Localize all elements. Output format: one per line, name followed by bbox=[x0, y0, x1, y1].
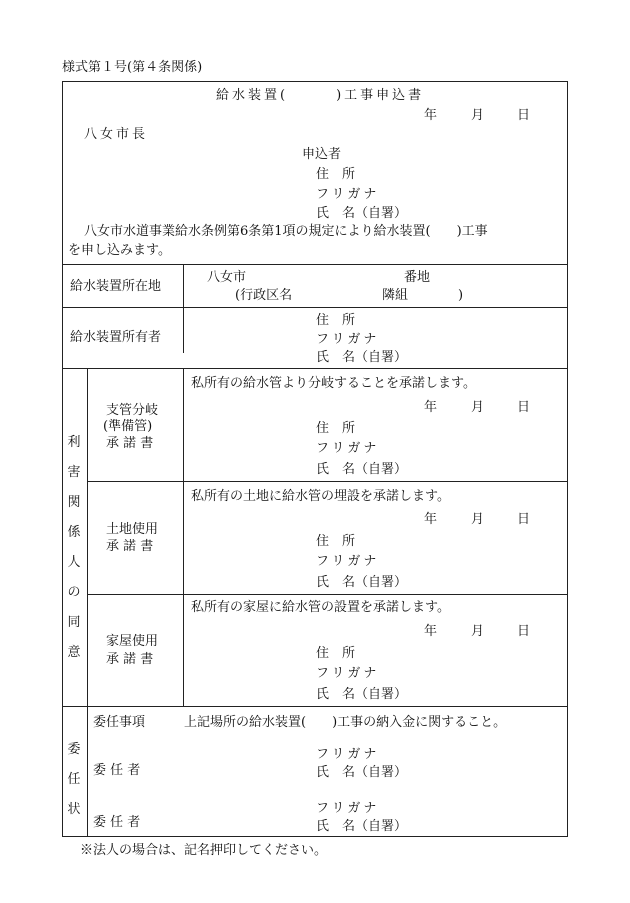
applicant-address-label: 住 所 bbox=[316, 167, 356, 182]
statement-line2: を申し込みます。 bbox=[68, 243, 171, 258]
consent-1-label-line1: 支管分岐 bbox=[106, 403, 159, 418]
consent-2-label-line1: 土地使用 bbox=[106, 522, 159, 537]
date-month: 月 bbox=[471, 108, 485, 123]
consent-1-label-line2: (準備管) bbox=[103, 419, 153, 434]
consent-2-day: 日 bbox=[517, 512, 531, 527]
owner-name-label: 氏 名（自署） bbox=[316, 350, 408, 365]
addressee: 八女市長 bbox=[84, 127, 149, 142]
consent-3-furigana-label: フリガナ bbox=[316, 666, 380, 681]
consent-3-address-label: 住 所 bbox=[316, 646, 356, 661]
divider bbox=[87, 594, 568, 595]
applicant-name-label: 氏 名（自署） bbox=[316, 206, 408, 221]
location-city: 八女市 bbox=[207, 270, 247, 285]
owner-furigana-label: フリガナ bbox=[316, 332, 380, 347]
divider bbox=[62, 706, 568, 707]
owner-address-label: 住 所 bbox=[316, 313, 356, 328]
location-label: 給水装置所在地 bbox=[70, 279, 162, 294]
divider bbox=[62, 307, 568, 308]
delegate-1-name-label: 氏 名（自署） bbox=[316, 765, 408, 780]
delegation-matter-label: 委任事項 bbox=[93, 715, 146, 730]
divider bbox=[87, 481, 568, 482]
consent-1-label-line3: 承 諾 書 bbox=[106, 436, 154, 451]
delegate-2-label: 委 任 者 bbox=[93, 815, 141, 830]
divider bbox=[183, 264, 184, 353]
consent-3-label-line2: 承 諾 書 bbox=[106, 652, 154, 667]
consent-2-label-line2: 承 諾 書 bbox=[106, 539, 154, 554]
delegate-2-name-label: 氏 名（自署） bbox=[316, 819, 408, 834]
location-tonarigumi: 隣組 bbox=[382, 288, 409, 303]
divider bbox=[62, 368, 568, 369]
consent-section-label: 利害関係人の同意 bbox=[67, 435, 81, 660]
divider bbox=[87, 706, 88, 837]
consent-3-year: 年 bbox=[424, 624, 438, 639]
owner-label: 給水装置所有者 bbox=[70, 330, 162, 345]
delegation-label: 委任状 bbox=[67, 742, 81, 817]
consent-2-furigana-label: フリガナ bbox=[316, 554, 380, 569]
delegate-2-furigana-label: フリガナ bbox=[316, 801, 380, 816]
date-year: 年 bbox=[424, 108, 438, 123]
delegate-1-label: 委 任 者 bbox=[93, 763, 141, 778]
applicant-furigana-label: フリガナ bbox=[316, 187, 380, 202]
consent-2-statement: 私所有の土地に給水管の埋設を承諾します。 bbox=[191, 489, 450, 504]
divider bbox=[87, 368, 88, 706]
delegation-matter-text: 上記場所の給水装置( )工事の納入金に関すること。 bbox=[184, 715, 507, 730]
consent-3-month: 月 bbox=[471, 624, 485, 639]
location-district: (行政区名 bbox=[235, 288, 293, 303]
consent-1-year: 年 bbox=[424, 400, 438, 415]
consent-2-month: 月 bbox=[471, 512, 485, 527]
location-banchi: 番地 bbox=[404, 270, 431, 285]
applicant-label: 申込者 bbox=[302, 147, 342, 162]
divider bbox=[183, 368, 184, 706]
consent-3-statement: 私所有の家屋に給水管の設置を承諾します。 bbox=[191, 600, 450, 615]
consent-2-name-label: 氏 名（自署） bbox=[316, 575, 408, 590]
date-day: 日 bbox=[517, 108, 531, 123]
consent-1-day: 日 bbox=[517, 400, 531, 415]
consent-1-address-label: 住 所 bbox=[316, 421, 356, 436]
consent-3-name-label: 氏 名（自署） bbox=[316, 687, 408, 702]
consent-3-day: 日 bbox=[517, 624, 531, 639]
footnote: ※法人の場合は、記名押印してください。 bbox=[80, 843, 328, 858]
consent-2-year: 年 bbox=[424, 512, 438, 527]
statement-line1: 八女市水道事業給水条例第6条第1項の規定により給水装置( )工事 bbox=[84, 224, 488, 239]
consent-2-address-label: 住 所 bbox=[316, 534, 356, 549]
delegate-1-furigana-label: フリガナ bbox=[316, 747, 380, 762]
location-close-paren: ) bbox=[458, 288, 464, 303]
consent-1-statement: 私所有の給水管より分岐することを承諾します。 bbox=[191, 376, 476, 391]
consent-1-furigana-label: フリガナ bbox=[316, 441, 380, 456]
consent-1-name-label: 氏 名（自署） bbox=[316, 462, 408, 477]
form-title: 給水装置( )工事申込書 bbox=[216, 88, 425, 103]
form-number: 様式第１号(第４条関係) bbox=[62, 60, 203, 75]
consent-1-month: 月 bbox=[471, 400, 485, 415]
divider bbox=[62, 264, 568, 265]
consent-3-label-line1: 家屋使用 bbox=[106, 634, 159, 649]
